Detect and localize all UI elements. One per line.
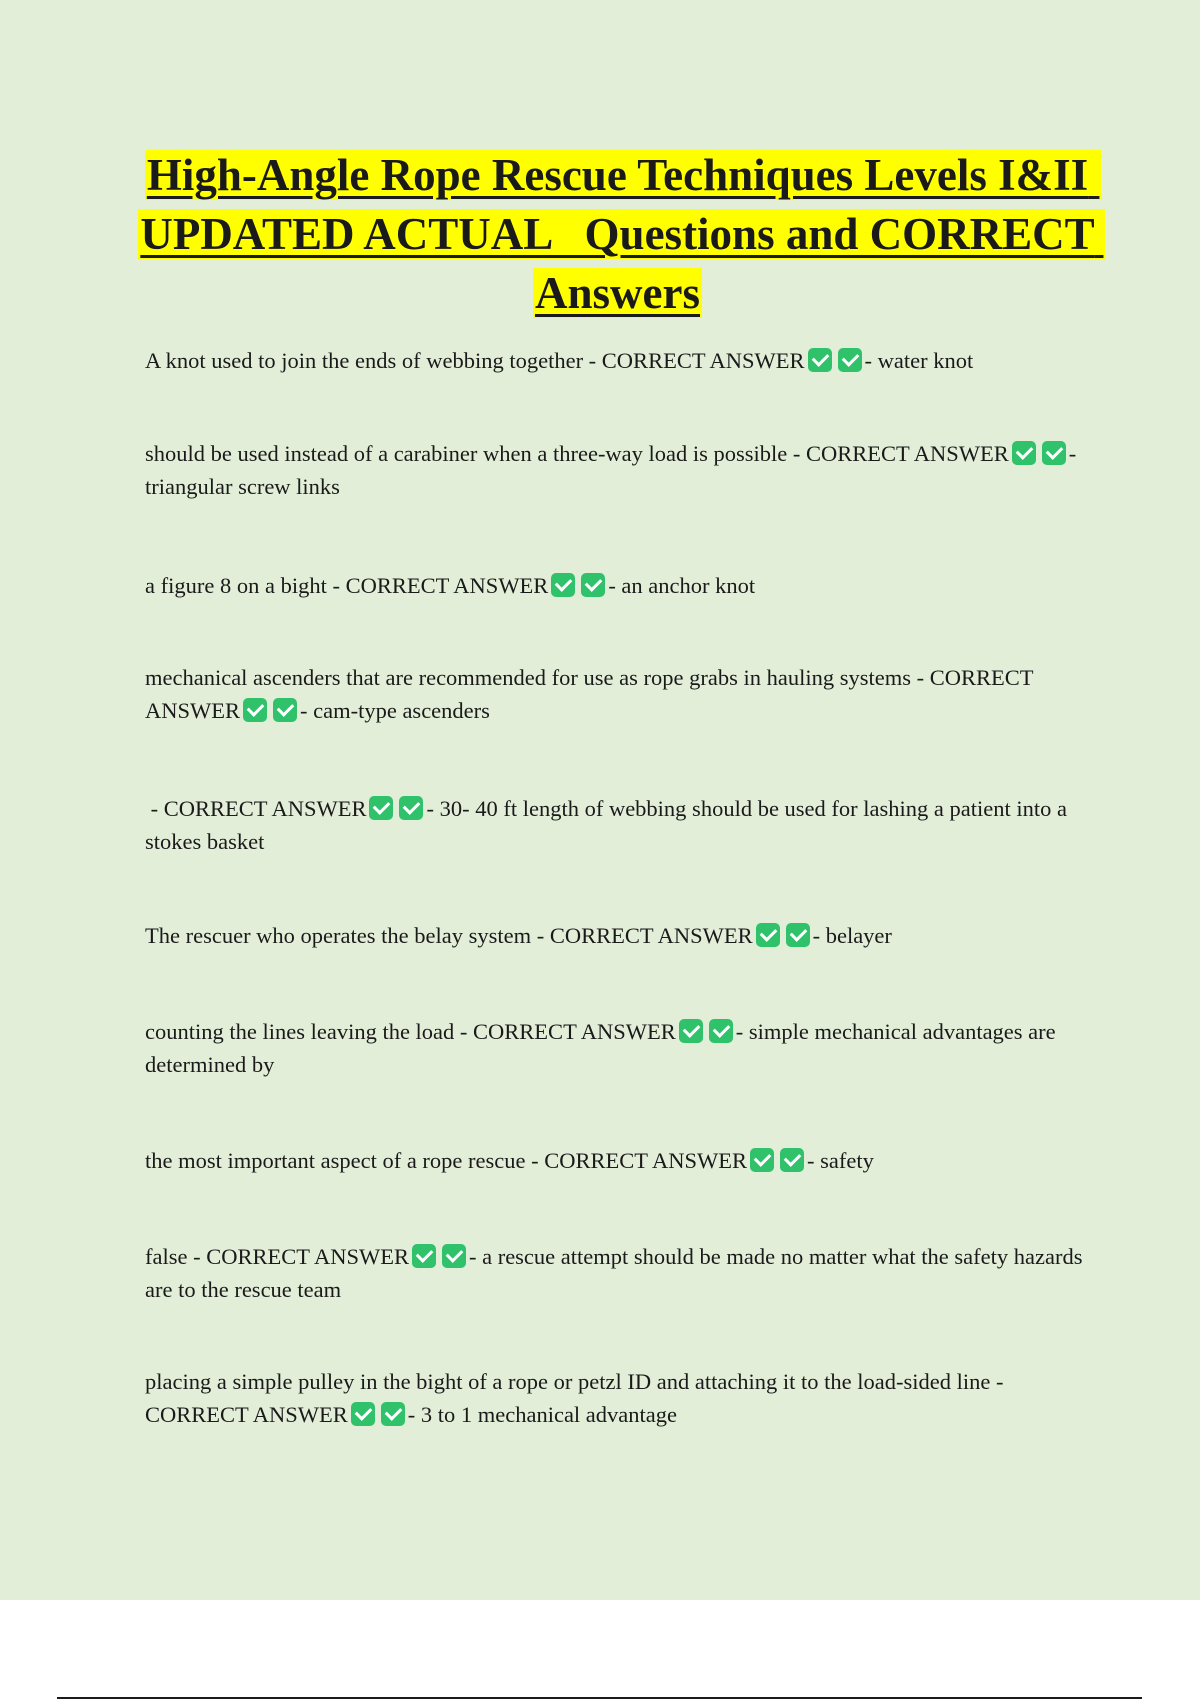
check-mark-icon	[808, 348, 832, 372]
qa-item	[145, 344, 1085, 377]
check-mark-icon	[1042, 441, 1066, 465]
qa-item	[145, 919, 1085, 952]
check-mark-icon	[838, 348, 862, 372]
footer-divider	[57, 1697, 1142, 1699]
question-text: placing a simple pulley in the bight of a rope or petzl ID and attaching it to the load-sided line - CORRECT ANSWER	[145, 1369, 1010, 1427]
check-mark-icon	[750, 1148, 774, 1172]
check-mark-icon	[442, 1244, 466, 1268]
answer-text: - an anchor knot	[608, 573, 756, 598]
question-text: - CORRECT ANSWER	[145, 796, 367, 821]
check-mark-icon	[551, 573, 575, 597]
answer-text: - cam-type ascenders	[300, 698, 490, 723]
answer-text: - belayer	[812, 923, 892, 948]
qa-item	[145, 1015, 1085, 1081]
check-mark-icon	[679, 1019, 703, 1043]
qa-item	[145, 437, 1085, 503]
answer-text: - a rescue attempt should be made no matter what the safety hazards are to the rescue team	[145, 1244, 1089, 1302]
check-mark-icon	[351, 1402, 375, 1426]
qa-item	[145, 792, 1085, 858]
question-text: should be used instead of a carabiner when a three-way load is possible - CORRECT ANSWER	[145, 441, 1009, 466]
check-mark-icon	[780, 1148, 804, 1172]
question-text: the most important aspect of a rope rescue - CORRECT ANSWER	[145, 1148, 747, 1173]
check-mark-icon	[412, 1244, 436, 1268]
answer-text: - 3 to 1 mechanical advantage	[407, 1402, 678, 1427]
check-mark-icon	[381, 1402, 405, 1426]
check-mark-icon	[1012, 441, 1036, 465]
question-text: false - CORRECT ANSWER	[145, 1244, 409, 1269]
check-mark-icon	[581, 573, 605, 597]
qa-item	[145, 661, 1085, 727]
answer-text: - 30- 40 ft length of webbing should be used for lashing a patient into a stokes basket	[145, 796, 1073, 854]
check-mark-icon	[786, 923, 810, 947]
question-text: A knot used to join the ends of webbing together - CORRECT ANSWER	[145, 348, 805, 373]
check-mark-icon	[369, 796, 393, 820]
answer-text: - safety	[806, 1148, 874, 1173]
qa-item	[145, 569, 1085, 602]
question-text: mechanical ascenders that are recommended for use as rope grabs in hauling systems - CORRECT ANSWER	[145, 665, 1038, 723]
question-text: counting the lines leaving the load - CORRECT ANSWER	[145, 1019, 676, 1044]
check-mark-icon	[273, 698, 297, 722]
answer-text: - simple mechanical advantages are determined by	[145, 1019, 1062, 1077]
qa-item	[145, 1240, 1089, 1306]
question-text: The rescuer who operates the belay system - CORRECT ANSWER	[145, 923, 753, 948]
check-mark-icon	[399, 796, 423, 820]
qa-item	[145, 1144, 1085, 1177]
document-title-text: High-Angle Rope Rescue Techniques Levels I&II UPDATED ACTUAL Questions and CORRECT Answers	[140, 150, 1104, 318]
check-mark-icon	[756, 923, 780, 947]
document-title	[130, 146, 1105, 323]
qa-item	[145, 1365, 1085, 1431]
answer-text: - water knot	[864, 348, 974, 373]
answer-text: - triangular screw links	[145, 441, 1082, 499]
check-mark-icon	[709, 1019, 733, 1043]
question-text: a figure 8 on a bight - CORRECT ANSWER	[145, 573, 549, 598]
check-mark-icon	[243, 698, 267, 722]
